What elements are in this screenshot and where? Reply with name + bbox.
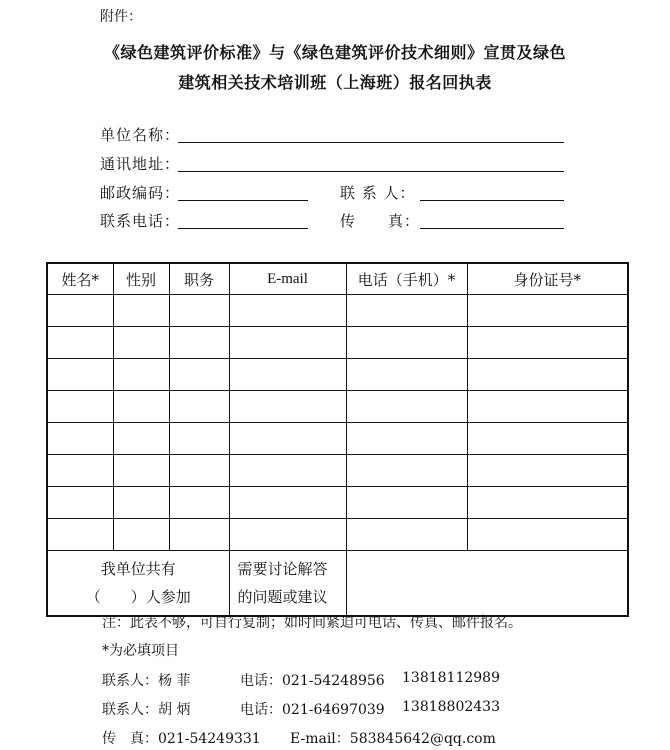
table-cell[interactable] (467, 423, 628, 455)
registration-table (46, 262, 629, 617)
summary-row (47, 551, 628, 617)
table-row (47, 455, 628, 487)
table-cell[interactable] (47, 487, 113, 519)
table-cell[interactable] (467, 327, 628, 359)
footer-email: E-mail：583845642@qq.com (290, 731, 496, 747)
attendee-count-cell[interactable] (47, 551, 229, 617)
table-row (47, 327, 628, 359)
contact-1-mobile: 13818112989 (402, 670, 500, 686)
table-row (47, 295, 628, 327)
table-cell[interactable] (169, 391, 229, 423)
table-cell[interactable] (229, 295, 346, 327)
table-cell[interactable] (47, 423, 113, 455)
table-cell[interactable] (47, 327, 113, 359)
table-cell[interactable] (467, 391, 628, 423)
table-cell[interactable] (467, 295, 628, 327)
table-cell[interactable] (467, 455, 628, 487)
table-cell[interactable] (113, 327, 169, 359)
table-cell[interactable] (229, 327, 346, 359)
table-cell[interactable] (229, 391, 346, 423)
column-header-gender: 性别 (113, 263, 169, 295)
table-cell[interactable] (47, 455, 113, 487)
form-title-line-1: 《绿色建筑评价标准》与《绿色建筑评价技术细则》宣贯及绿色 (103, 43, 566, 62)
column-header-position: 职务 (169, 263, 229, 295)
table-header-row (47, 263, 628, 295)
column-header-phone: 电话（手机）* (346, 263, 467, 295)
table-cell[interactable] (229, 359, 346, 391)
table-cell[interactable] (169, 423, 229, 455)
table-cell[interactable] (169, 327, 229, 359)
unit-name-label: 单位名称： (100, 126, 181, 144)
table-cell[interactable] (346, 327, 467, 359)
table-cell[interactable] (467, 487, 628, 519)
table-cell[interactable] (113, 295, 169, 327)
contact-1-phone: 电话：021-54248956 (240, 673, 385, 689)
footer-fax: 传 真：021-54249331 (102, 731, 261, 747)
table-cell[interactable] (467, 359, 628, 391)
table-cell[interactable] (346, 423, 467, 455)
address-label: 通讯地址： (100, 155, 181, 173)
table-cell[interactable] (113, 487, 169, 519)
table-cell[interactable] (47, 519, 113, 551)
table-cell[interactable] (113, 519, 169, 551)
table-cell[interactable] (346, 295, 467, 327)
contact-person-field[interactable] (420, 200, 564, 201)
table-cell[interactable] (47, 359, 113, 391)
column-header-email: E-mail (229, 263, 346, 295)
postcode-label: 邮政编码： (100, 184, 181, 202)
table-cell[interactable] (47, 295, 113, 327)
table-row (47, 391, 628, 423)
table-cell[interactable] (169, 455, 229, 487)
table-cell[interactable] (229, 519, 346, 551)
fax-label: 传 真： (340, 212, 421, 230)
note-required: *为必填项目 (102, 643, 179, 659)
unit-name-field[interactable] (178, 142, 564, 143)
contact-person-label: 联 系 人： (340, 184, 416, 202)
note-copy-form: 注：此表不够，可自行复制；如时间紧迫可电话、传真、邮件报名。 (102, 615, 522, 631)
table-cell[interactable] (229, 455, 346, 487)
table-cell[interactable] (113, 455, 169, 487)
table-cell[interactable] (346, 359, 467, 391)
table-cell[interactable] (47, 391, 113, 423)
table-cell[interactable] (169, 487, 229, 519)
table-cell[interactable] (346, 455, 467, 487)
table-row (47, 487, 628, 519)
attachment-label: 附件： (100, 9, 142, 25)
phone-field[interactable] (178, 228, 308, 229)
discussion-label-cell (229, 551, 346, 617)
discussion-label-line-2: 的问题或建议 (237, 588, 328, 606)
table-cell[interactable] (169, 295, 229, 327)
table-cell[interactable] (169, 519, 229, 551)
address-field[interactable] (178, 171, 564, 172)
table-cell[interactable] (229, 487, 346, 519)
table-cell[interactable] (113, 423, 169, 455)
table-row (47, 423, 628, 455)
column-header-id-number: 身份证号* (467, 263, 628, 295)
postcode-field[interactable] (178, 200, 308, 201)
attendee-count-line-2: （ ）人参加 (85, 588, 191, 606)
contact-1-name: 联系人：杨 菲 (102, 673, 191, 689)
phone-label: 联系电话： (100, 212, 181, 230)
table-row (47, 359, 628, 391)
table-cell[interactable] (467, 519, 628, 551)
attendee-count-line-1: 我单位共有 (100, 560, 176, 578)
discussion-label-line-1: 需要讨论解答 (237, 560, 328, 578)
table-cell[interactable] (113, 359, 169, 391)
table-cell[interactable] (346, 487, 467, 519)
table-cell[interactable] (346, 519, 467, 551)
column-header-name: 姓名* (47, 263, 113, 295)
table-row (47, 519, 628, 551)
contact-2-mobile: 13818802433 (402, 699, 500, 715)
table-cell[interactable] (229, 423, 346, 455)
table-cell[interactable] (346, 391, 467, 423)
table-cell[interactable] (113, 391, 169, 423)
contact-2-name: 联系人：胡 炳 (102, 702, 191, 718)
table-cell[interactable] (169, 359, 229, 391)
contact-2-phone: 电话：021-64697039 (240, 702, 385, 718)
form-title-line-2: 建筑相关技术培训班（上海班）报名回执表 (178, 73, 492, 92)
fax-field[interactable] (420, 228, 564, 229)
discussion-input-cell[interactable] (346, 551, 628, 617)
